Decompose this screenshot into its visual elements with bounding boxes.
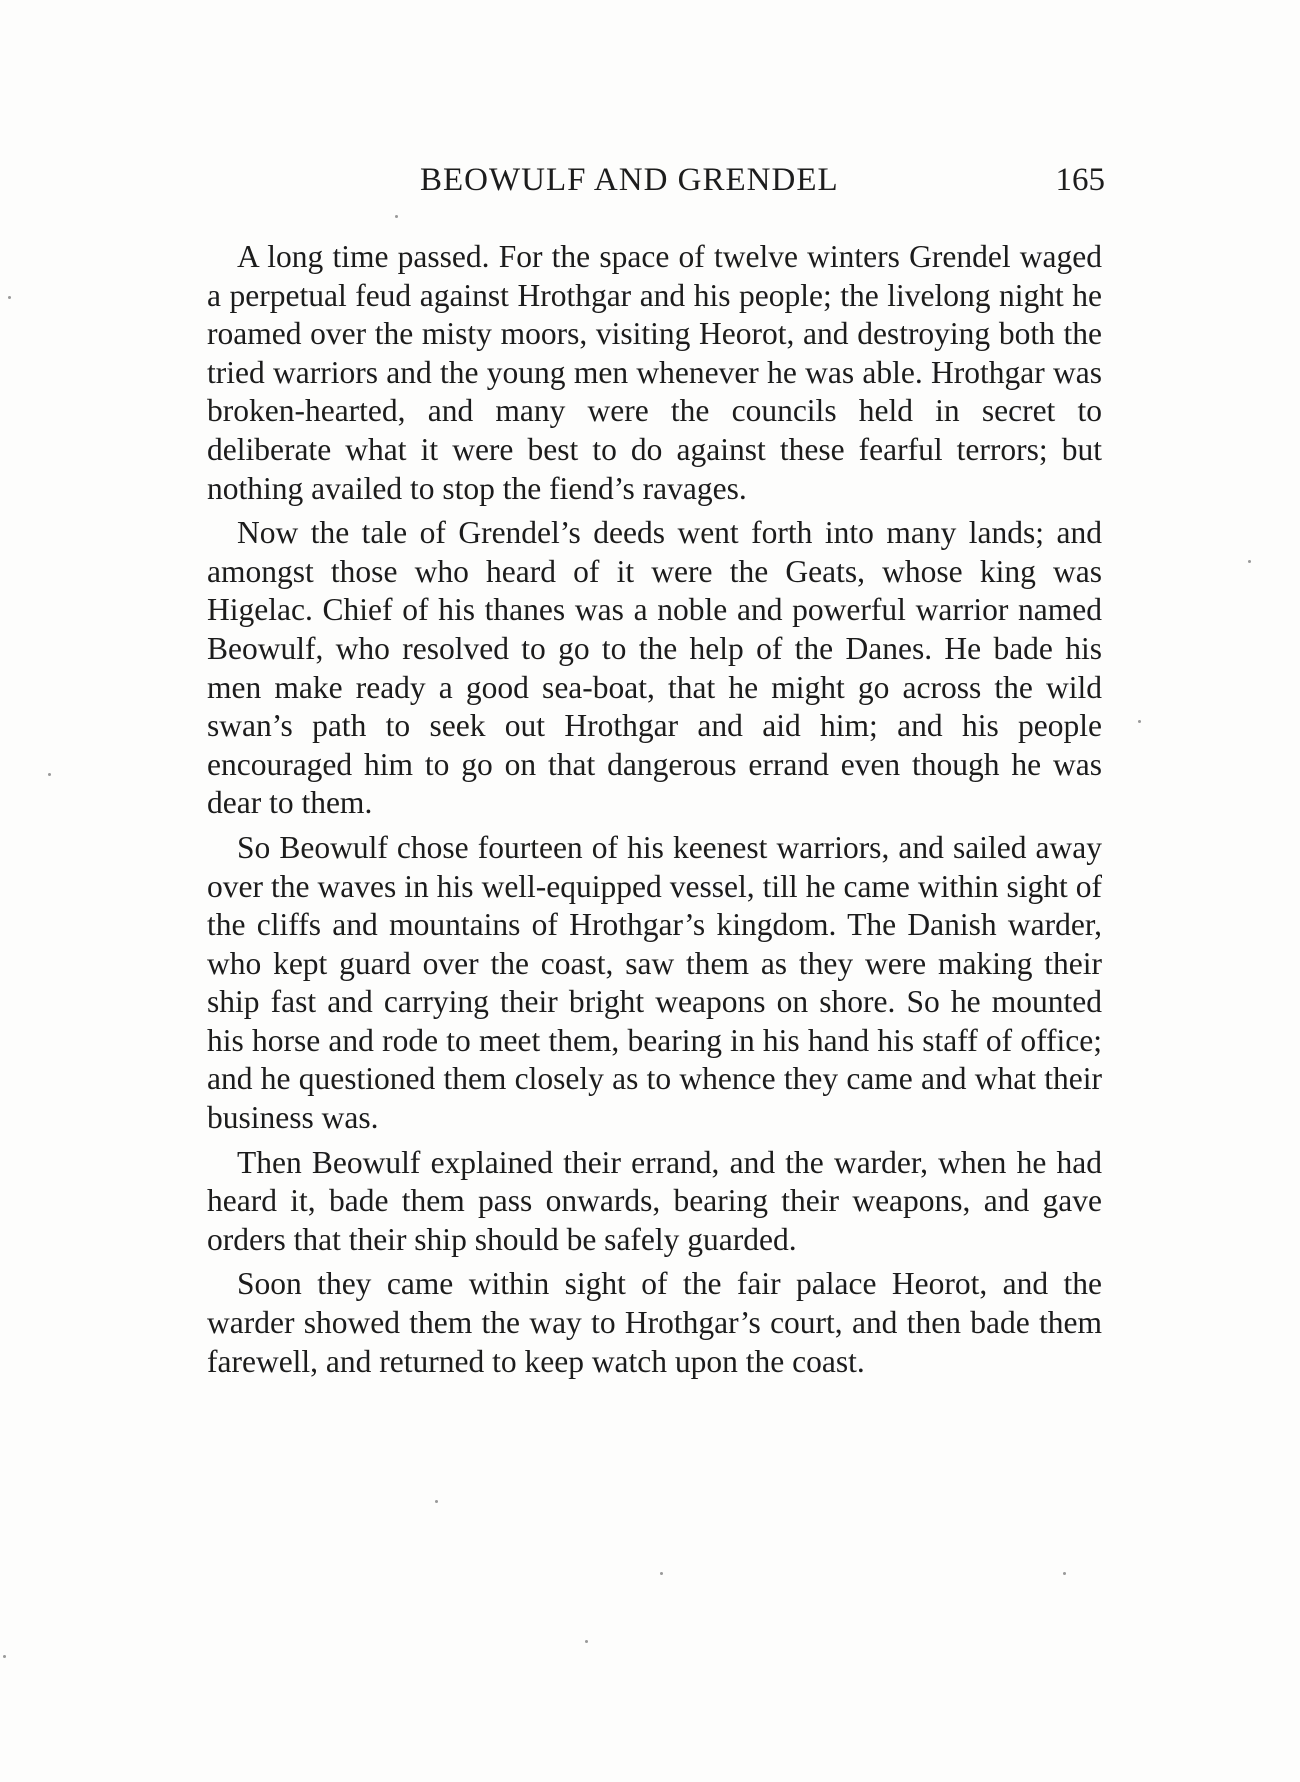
scan-speck — [395, 215, 398, 218]
scan-speck — [1248, 560, 1251, 563]
scan-speck — [8, 296, 11, 299]
scan-speck — [3, 1655, 6, 1658]
running-title: BEOWULF AND GRENDEL — [420, 162, 839, 198]
paragraph-3: So Beowulf chose fourteen of his keenest warriors, and sailed away over the waves in his well-equipped vessel, till he came within sight of the cliffs and mountains of Hrothgar’s kingdom. The Danish warder, who kept guard over the coast, saw them as they were making their ship fast and carrying their bright weapons on shore. So he mounted his horse and rode to meet them, bearing in his hand his staff of office; and he questioned them closely as to whence they came and what their business was. — [207, 829, 1102, 1136]
paragraph-1: A long time passed. For the space of twelve winters Grendel waged a perpetual feud against Hrothgar and his people; the livelong night he roamed over the misty moors, visiting Heorot, and destroying both the tried warriors and the young men whenever he was able. Hrothgar was broken-hearted, and many were the councils held in secret to deliberate what it were best to do against these fearful terrors; but nothing availed to stop the fiend’s ravages. — [207, 239, 1102, 506]
scan-speck — [660, 1572, 663, 1575]
scan-speck — [585, 1640, 588, 1643]
scan-speck — [1138, 720, 1141, 723]
scan-speck — [435, 1500, 438, 1503]
scan-speck — [48, 773, 51, 776]
paragraph-5: Soon they came within sight of the fair palace Heorot, and the warder showed them the way to Hrothgar’s court, and then bade them farewell, and returned to keep watch upon the coast. — [207, 1266, 1102, 1379]
scan-speck — [1063, 1572, 1066, 1575]
running-head — [205, 162, 1105, 212]
page-number: 165 — [1055, 162, 1105, 198]
body-text — [207, 238, 1102, 1387]
paragraph-4: Then Beowulf explained their errand, and the warder, when he had heard it, bade them pass onwards, bearing their weapons, and gave orders that their ship should be safely guarded. — [207, 1144, 1102, 1257]
paragraph-2: Now the tale of Grendel’s deeds went forth into many lands; and amongst those who heard of it were the Geats, whose king was Higelac. Chief of his thanes was a noble and powerful warrior named Beowulf, who resolved to go to the help of the Danes. He bade his men make ready a good sea-boat, that he might go across the wild swan’s path to seek out Hrothgar and aid him; and his people encouraged him to go on that dangerous errand even though he was dear to them. — [207, 515, 1102, 821]
